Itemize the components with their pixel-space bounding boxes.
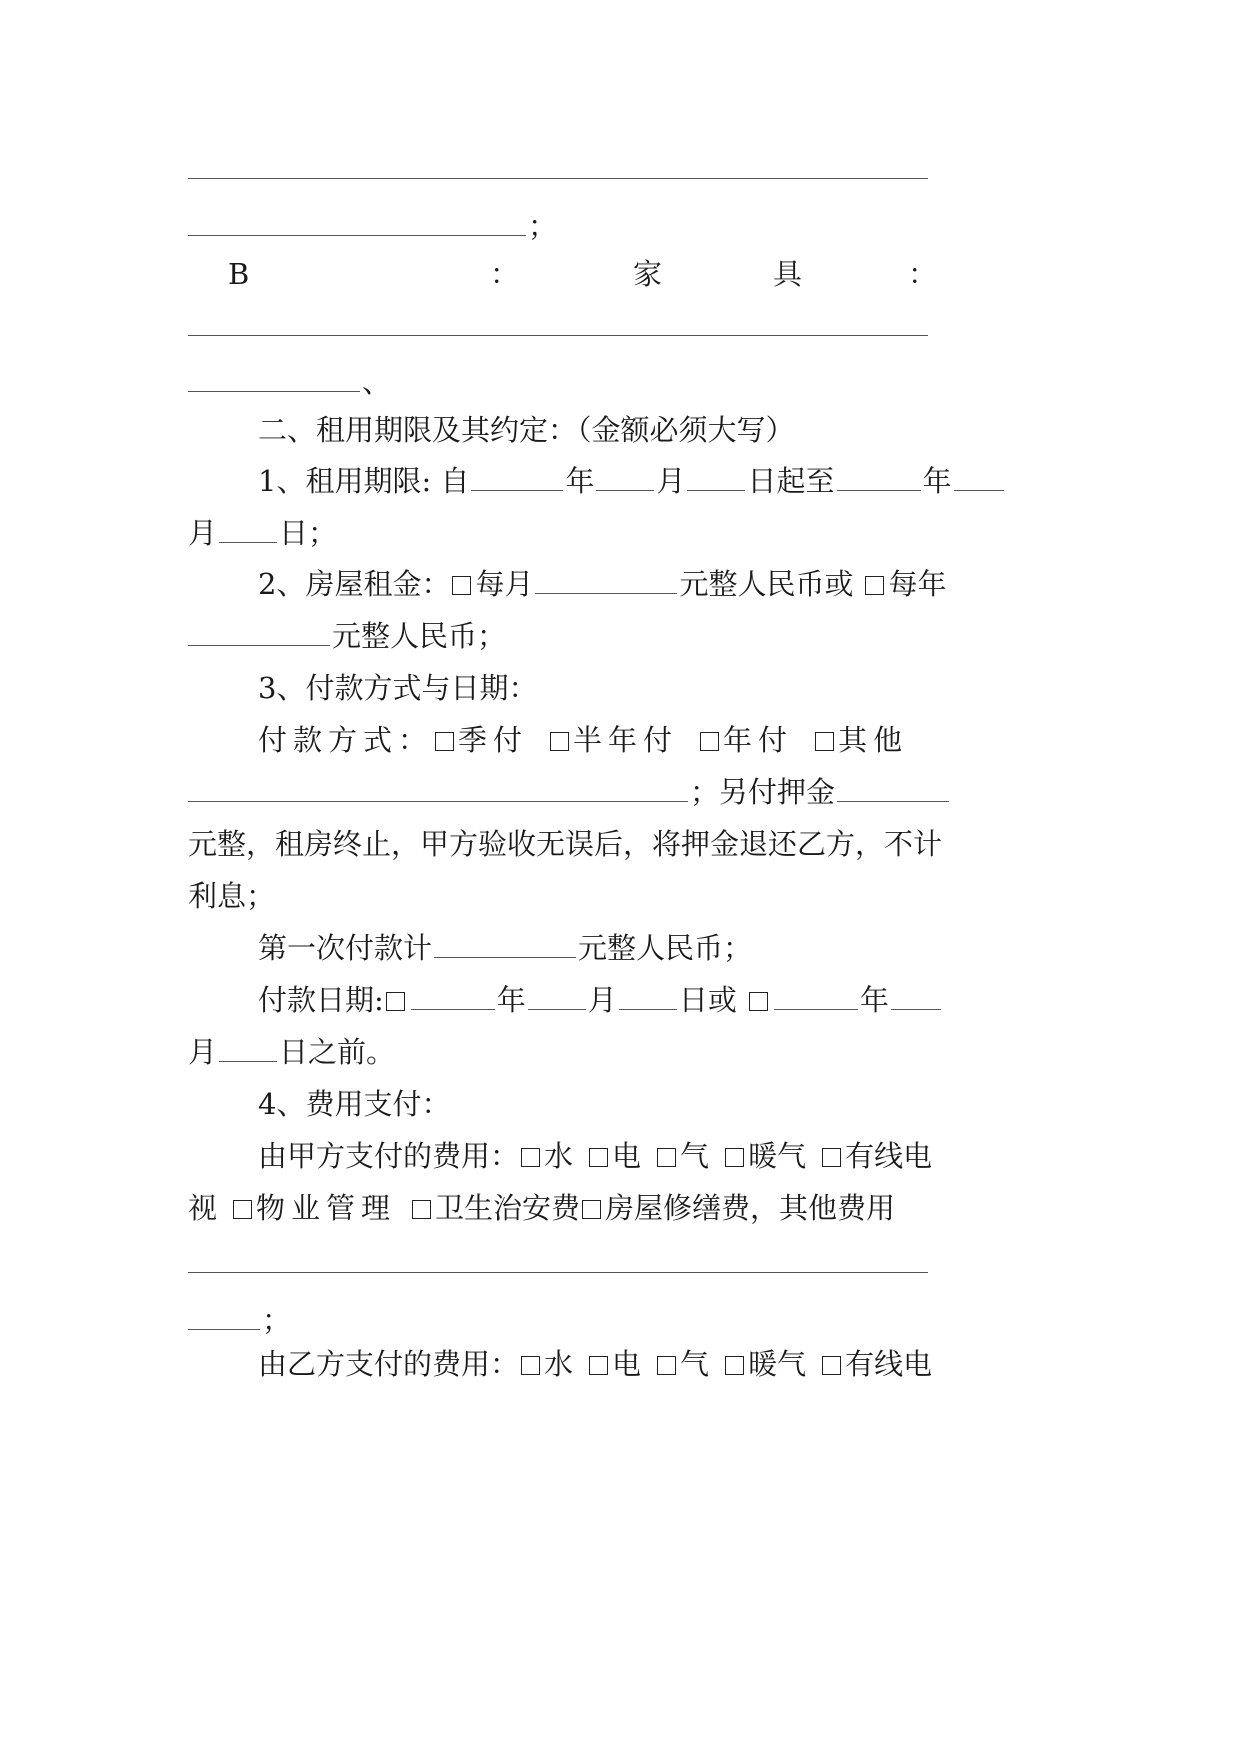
fill-blank [954,464,1004,491]
text: 第一次付款计 [258,931,433,965]
text-line [188,515,1053,551]
text: 卫生治安费 [435,1191,581,1225]
text: 付款日期: [258,983,384,1017]
punctuation: 、 [362,365,392,399]
text: 日起至 [747,464,835,498]
text: 每月 [475,567,534,601]
checkbox[interactable] [749,992,768,1011]
deposit-line [188,774,1053,810]
fill-blank [188,365,360,392]
fill-blank [471,464,563,491]
fill-line [188,335,928,336]
checkbox[interactable] [521,1148,540,1167]
text-line [188,618,1053,654]
text: 1、租用期限: 自 [258,464,470,498]
checkbox[interactable] [725,1148,744,1167]
text: 视 [188,1191,218,1225]
text: 月 [188,1035,218,1069]
checkbox[interactable] [412,1200,431,1219]
checkbox[interactable] [822,1356,841,1375]
b-label: B [228,257,250,291]
party-b-fees-line [188,1346,1053,1382]
text: 季付 [458,723,529,757]
checkbox[interactable] [582,1200,601,1219]
first-payment-line [188,930,1053,966]
text: 元整人民币； [332,619,507,653]
text-line [188,1190,1053,1226]
fill-blank [188,775,688,802]
text: 每年 [888,567,947,601]
fill-line [188,1272,928,1273]
text: 有线电 [845,1139,933,1173]
text: 有线电 [845,1347,933,1381]
text: 年 [859,983,889,1017]
fill-blank [219,516,277,543]
text: 暖气 [748,1347,807,1381]
fill-blank [535,567,677,594]
text: 暖气 [748,1139,807,1173]
text: 元整人民币或 [679,567,854,601]
text-line: 利息； [188,879,276,913]
text-line: 元整，租房终止，甲方验收无误后，将押金退还乙方，不计 [188,827,943,861]
fill-blank [411,983,495,1010]
colon: ： [490,257,520,291]
text: 元整人民币； [578,931,753,965]
checkbox[interactable] [550,732,569,751]
checkbox[interactable] [435,732,454,751]
checkbox[interactable] [657,1148,676,1167]
text: 付款方式： [258,723,434,757]
checkbox[interactable] [657,1356,676,1375]
fill-blank [687,464,745,491]
fill-blank [188,1303,260,1330]
fill-blank [188,209,526,236]
punctuation: ； [528,209,558,243]
party-a-fees-line [188,1138,1053,1174]
checkbox[interactable] [386,992,405,1011]
text: 年 [496,983,526,1017]
text-line [188,1034,1053,1070]
text: 日； [279,516,338,550]
text: 年付 [723,723,794,757]
fill-blank [528,983,586,1010]
checkbox[interactable] [521,1356,540,1375]
furniture-char: 家 [633,257,663,291]
rent-term-line [188,463,1053,499]
text: 气 [680,1347,710,1381]
text: 月 [656,464,686,498]
section-title: 3、付款方式与日期： [258,671,538,705]
text: 月 [188,516,218,550]
fill-blank [837,464,921,491]
checkbox[interactable] [233,1200,252,1219]
text: ；另付押金 [690,775,836,809]
text: 年 [565,464,595,498]
text-line [188,208,1053,244]
text: 月 [587,983,617,1017]
fill-blank [837,775,949,802]
text: 日之前。 [279,1035,396,1069]
checkbox[interactable] [589,1356,608,1375]
colon: ： [908,257,938,291]
section-title: 4、费用支付： [258,1087,451,1121]
text: 气 [680,1139,710,1173]
text: 电 [612,1139,642,1173]
fill-blank [219,1035,277,1062]
text: 物业管理 [256,1191,397,1225]
checkbox[interactable] [815,732,834,751]
fill-blank [891,983,941,1010]
fill-blank [434,931,576,958]
checkbox[interactable] [725,1356,744,1375]
fill-blank [188,619,330,646]
text: 半年付 [573,723,679,757]
fill-line [188,178,928,179]
text: 电 [612,1347,642,1381]
checkbox[interactable] [700,732,719,751]
fill-blank [774,983,858,1010]
punctuation: ； [262,1303,292,1337]
payment-date-line [188,982,1053,1018]
fill-blank [619,983,677,1010]
section-title: 二、租用期限及其约定：（金额必须大写） [258,413,795,447]
checkbox[interactable] [865,576,884,595]
payment-method-line [188,722,1053,758]
text: 由甲方支付的费用： [258,1139,520,1173]
text: 2、房屋租金： [258,567,451,601]
checkbox[interactable] [589,1148,608,1167]
rent-amount-line [188,566,1053,602]
checkbox[interactable] [452,576,471,595]
text: 日或 [678,983,737,1017]
furniture-char: 具 [773,257,803,291]
text-line [188,364,1053,400]
text: 水 [544,1139,574,1173]
fill-blank [596,464,654,491]
checkbox[interactable] [822,1148,841,1167]
text: 房屋修缮费，其他费用 [605,1191,896,1225]
text: 由乙方支付的费用： [258,1347,520,1381]
text: 水 [544,1347,574,1381]
text-line [188,1302,1053,1338]
furniture-line [228,256,940,292]
text: 年 [922,464,952,498]
text: 其他 [838,723,909,757]
